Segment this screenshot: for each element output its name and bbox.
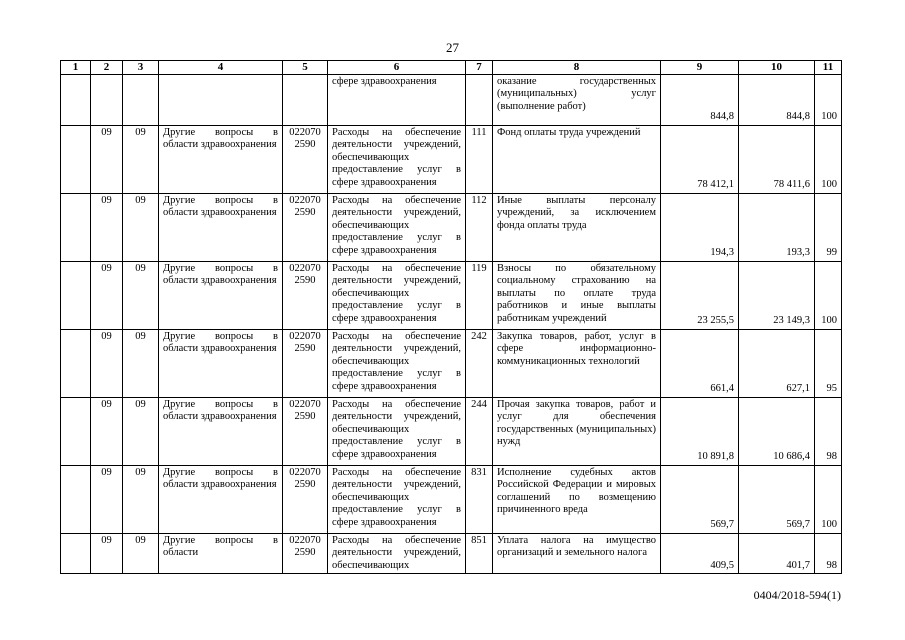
- cell-actual-value: 193,3: [739, 193, 815, 261]
- cell-section: 09: [91, 193, 123, 261]
- column-header: 2: [91, 61, 123, 75]
- cell-plan-value: 10 891,8: [661, 397, 739, 465]
- cell-expense-code: 112: [466, 193, 493, 261]
- cell-target-name: Расходы на обеспечение деятельности учреждений, обеспечивающих предоставление услуг в сфере здравоохранения: [328, 329, 466, 397]
- table-row: [61, 261, 842, 329]
- cell-target-code: 022070 2590: [283, 329, 328, 397]
- cell-target-name: сфере здравоохранения: [328, 74, 466, 125]
- cell-percent: 100: [815, 261, 842, 329]
- cell-plan-value: 569,7: [661, 465, 739, 533]
- column-header: 1: [61, 61, 91, 75]
- cell-section: 09: [91, 329, 123, 397]
- cell-expense-name: Иные выплаты персоналу учреждений, за исключением фонда оплаты труда: [493, 193, 661, 261]
- table-row: [61, 397, 842, 465]
- cell-col1: [61, 533, 91, 574]
- cell-col1: [61, 261, 91, 329]
- cell-section: 09: [91, 125, 123, 193]
- column-header: 11: [815, 61, 842, 75]
- cell-expense-name: оказание государственных (муниципальных) услуг (выполнение работ): [493, 74, 661, 125]
- cell-expense-code: 119: [466, 261, 493, 329]
- cell-subsection: 09: [123, 125, 159, 193]
- cell-target-code: 022070 2590: [283, 261, 328, 329]
- cell-target-code: 022070 2590: [283, 193, 328, 261]
- cell-section-name: Другие вопросы в области здравоохранения: [159, 193, 283, 261]
- cell-section: 09: [91, 397, 123, 465]
- cell-percent: 100: [815, 465, 842, 533]
- cell-plan-value: 78 412,1: [661, 125, 739, 193]
- cell-section-name: Другие вопросы в области: [159, 533, 283, 574]
- cell-percent: 100: [815, 74, 842, 125]
- cell-col1: [61, 74, 91, 125]
- cell-col1: [61, 329, 91, 397]
- cell-section-name: Другие вопросы в области здравоохранения: [159, 125, 283, 193]
- cell-subsection: [123, 74, 159, 125]
- cell-percent: 99: [815, 193, 842, 261]
- cell-plan-value: 23 255,5: [661, 261, 739, 329]
- cell-col1: [61, 397, 91, 465]
- table-row: [61, 74, 842, 125]
- cell-actual-value: 10 686,4: [739, 397, 815, 465]
- column-header: 3: [123, 61, 159, 75]
- cell-section: 09: [91, 533, 123, 574]
- cell-col1: [61, 125, 91, 193]
- table-row: [61, 125, 842, 193]
- cell-expense-code: 851: [466, 533, 493, 574]
- page-number: 27: [446, 40, 459, 55]
- cell-percent: 100: [815, 125, 842, 193]
- cell-actual-value: 23 149,3: [739, 261, 815, 329]
- cell-actual-value: 627,1: [739, 329, 815, 397]
- column-header: 6: [328, 61, 466, 75]
- cell-section: [91, 74, 123, 125]
- column-header: 10: [739, 61, 815, 75]
- cell-plan-value: 194,3: [661, 193, 739, 261]
- cell-percent: 98: [815, 533, 842, 574]
- cell-expense-name: Взносы по обязательному социальному страхованию на выплаты по оплате труда работников и иные выплаты работникам учреждений: [493, 261, 661, 329]
- cell-target-name: Расходы на обеспечение деятельности учреждений, обеспечивающих: [328, 533, 466, 574]
- cell-expense-code: [466, 74, 493, 125]
- cell-actual-value: 401,7: [739, 533, 815, 574]
- column-header: 5: [283, 61, 328, 75]
- cell-plan-value: 661,4: [661, 329, 739, 397]
- table-row: [61, 465, 842, 533]
- cell-col1: [61, 193, 91, 261]
- cell-target-name: Расходы на обеспечение деятельности учреждений, обеспечивающих предоставление услуг в сфере здравоохранения: [328, 261, 466, 329]
- cell-expense-code: 111: [466, 125, 493, 193]
- cell-col1: [61, 465, 91, 533]
- cell-section-name: Другие вопросы в области здравоохранения: [159, 329, 283, 397]
- cell-expense-name: Исполнение судебных актов Российской Федерации и мировых соглашений по возмещению причиненного вреда: [493, 465, 661, 533]
- cell-target-name: Расходы на обеспечение деятельности учреждений, обеспечивающих предоставление услуг в сфере здравоохранения: [328, 125, 466, 193]
- cell-subsection: 09: [123, 397, 159, 465]
- cell-subsection: 09: [123, 261, 159, 329]
- cell-section: 09: [91, 261, 123, 329]
- cell-section-name: [159, 74, 283, 125]
- cell-target-code: [283, 74, 328, 125]
- cell-subsection: 09: [123, 533, 159, 574]
- cell-target-name: Расходы на обеспечение деятельности учреждений, обеспечивающих предоставление услуг в сфере здравоохранения: [328, 465, 466, 533]
- table-row: [61, 533, 842, 574]
- cell-target-code: 022070 2590: [283, 397, 328, 465]
- column-header: 8: [493, 61, 661, 75]
- cell-expense-code: 242: [466, 329, 493, 397]
- table-row: [61, 193, 842, 261]
- cell-target-code: 022070 2590: [283, 125, 328, 193]
- column-header: 7: [466, 61, 493, 75]
- document-id: 0404/2018-594(1): [753, 588, 841, 602]
- column-header: 4: [159, 61, 283, 75]
- cell-expense-name: Фонд оплаты труда учреждений: [493, 125, 661, 193]
- cell-expense-code: 831: [466, 465, 493, 533]
- cell-subsection: 09: [123, 329, 159, 397]
- cell-target-code: 022070 2590: [283, 465, 328, 533]
- cell-percent: 98: [815, 397, 842, 465]
- column-header: 9: [661, 61, 739, 75]
- cell-expense-name: Закупка товаров, работ, услуг в сфере информационно-коммуникационных технологий: [493, 329, 661, 397]
- cell-subsection: 09: [123, 465, 159, 533]
- cell-section-name: Другие вопросы в области здравоохранения: [159, 465, 283, 533]
- cell-section: 09: [91, 465, 123, 533]
- cell-expense-name: Уплата налога на имущество организаций и земельного налога: [493, 533, 661, 574]
- cell-target-code: 022070 2590: [283, 533, 328, 574]
- cell-plan-value: 409,5: [661, 533, 739, 574]
- table-row: [61, 329, 842, 397]
- cell-expense-name: Прочая закупка товаров, работ и услуг для обеспечения государственных (муниципальных) нужд: [493, 397, 661, 465]
- cell-target-name: Расходы на обеспечение деятельности учреждений, обеспечивающих предоставление услуг в сфере здравоохранения: [328, 193, 466, 261]
- cell-section-name: Другие вопросы в области здравоохранения: [159, 397, 283, 465]
- cell-actual-value: 844,8: [739, 74, 815, 125]
- cell-actual-value: 569,7: [739, 465, 815, 533]
- cell-percent: 95: [815, 329, 842, 397]
- table-header-row: [61, 61, 842, 75]
- cell-actual-value: 78 411,6: [739, 125, 815, 193]
- cell-subsection: 09: [123, 193, 159, 261]
- cell-section-name: Другие вопросы в области здравоохранения: [159, 261, 283, 329]
- cell-target-name: Расходы на обеспечение деятельности учреждений, обеспечивающих предоставление услуг в сфере здравоохранения: [328, 397, 466, 465]
- cell-expense-code: 244: [466, 397, 493, 465]
- cell-plan-value: 844,8: [661, 74, 739, 125]
- budget-table: [60, 60, 842, 574]
